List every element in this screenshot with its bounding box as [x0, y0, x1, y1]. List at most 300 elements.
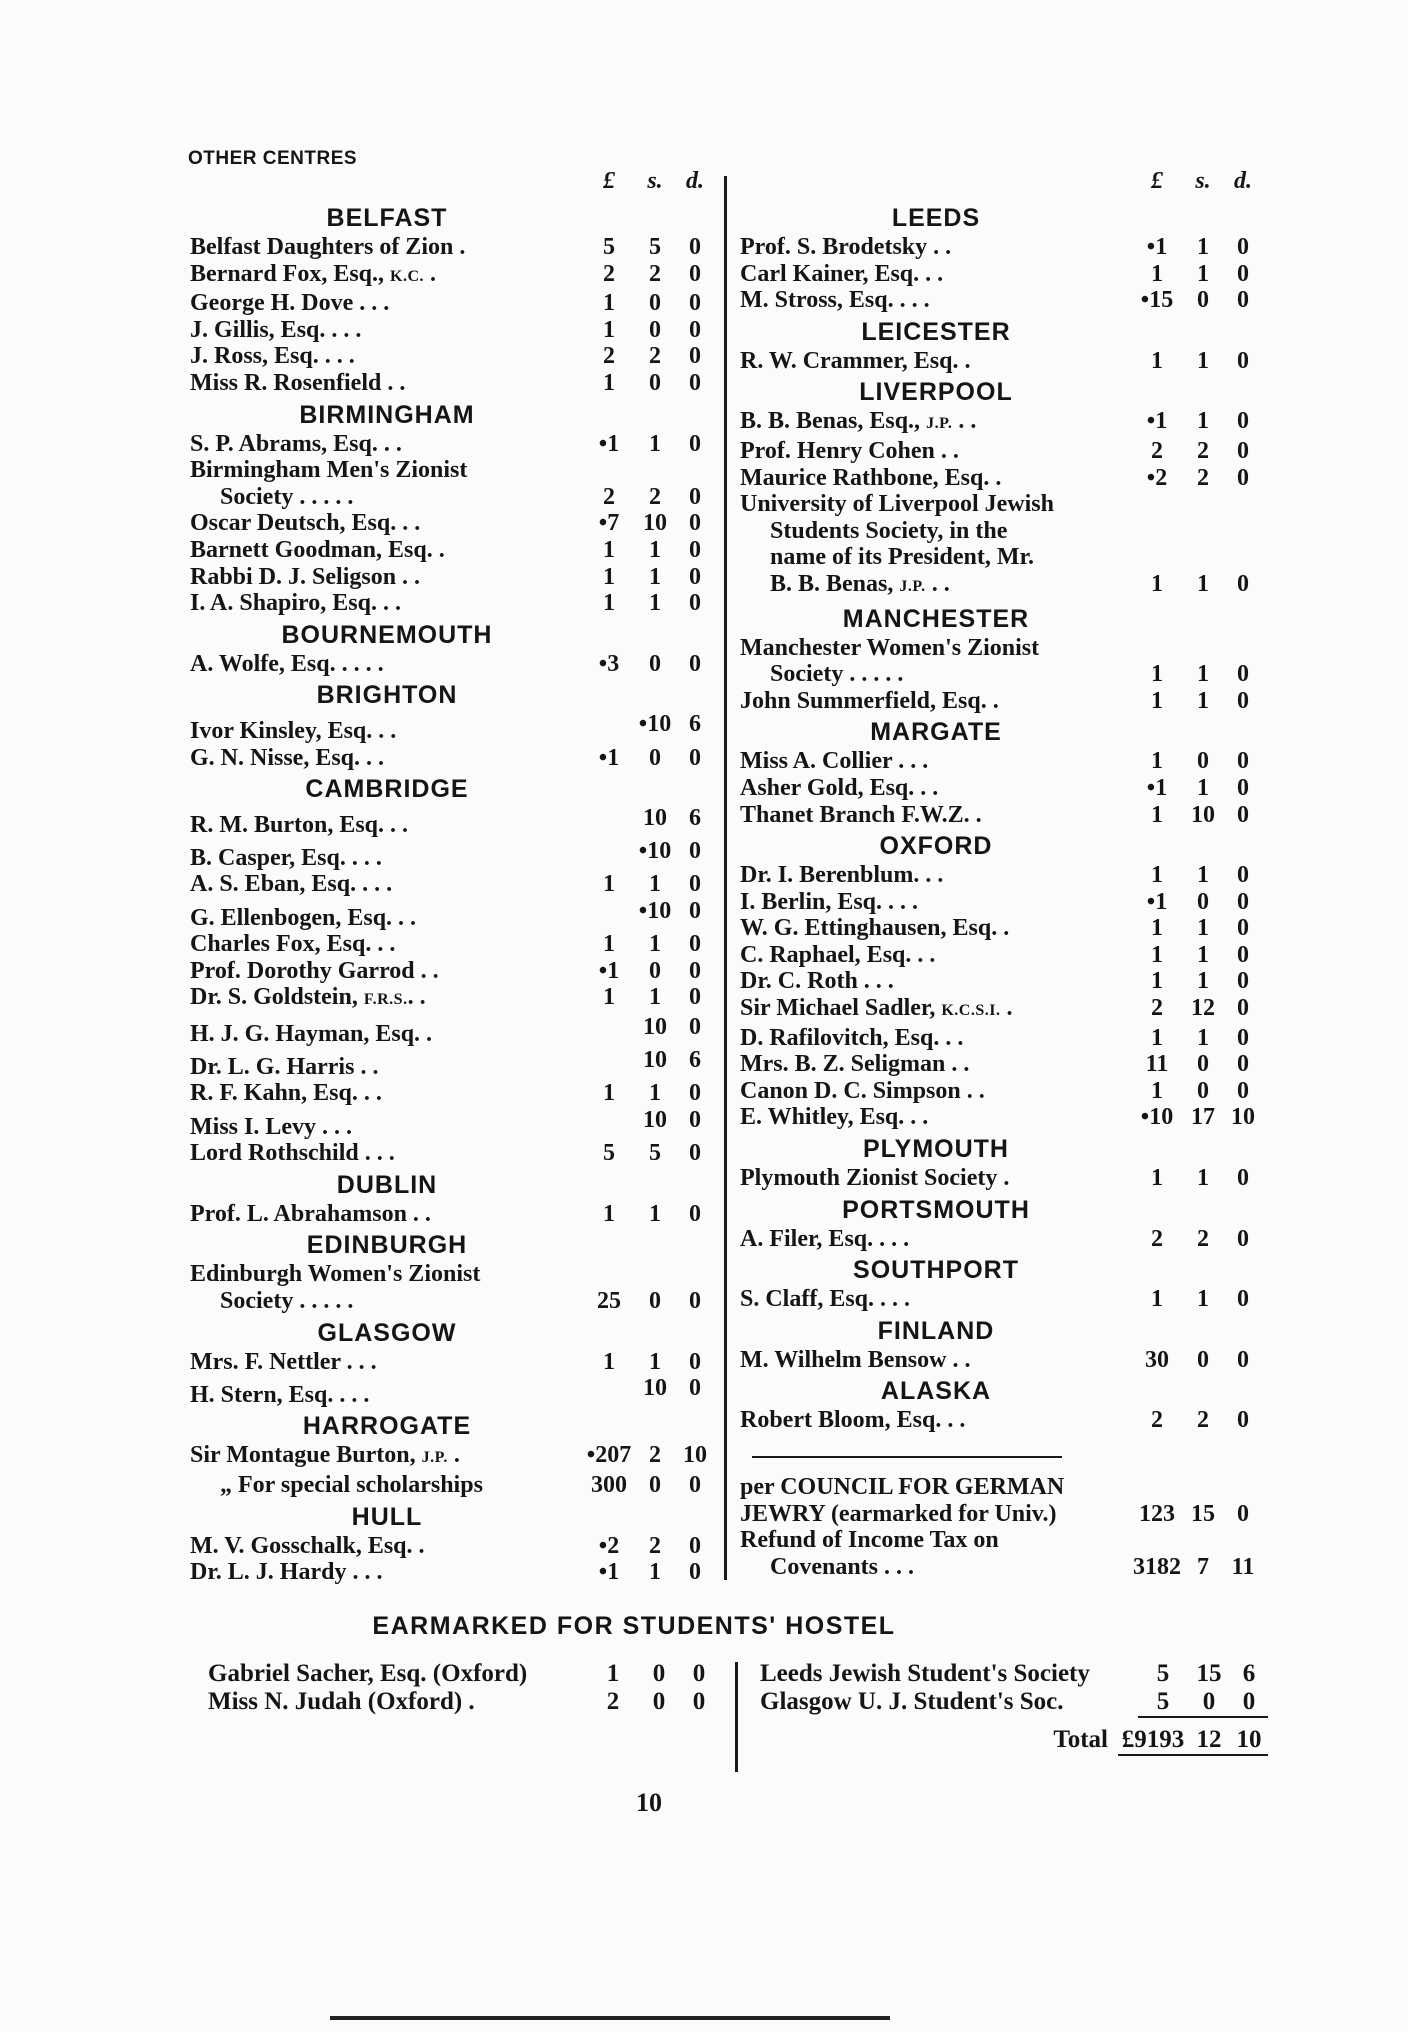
- amount-pence: 0: [689, 1200, 701, 1227]
- donor-row: [760, 1660, 1268, 1688]
- amount-pence: 0: [1237, 347, 1249, 374]
- amount-pounds: 300: [591, 1471, 627, 1498]
- amount: [584, 931, 714, 958]
- amount: [584, 958, 714, 985]
- donor-row: [740, 661, 1262, 688]
- amount-shillings: 0: [1197, 888, 1209, 915]
- council-rule: [752, 1456, 1062, 1458]
- donor-row: [740, 1226, 1262, 1253]
- amount-pounds: [584, 898, 634, 925]
- hostel-divider: [735, 1662, 738, 1772]
- amount-pounds: •15: [1140, 287, 1174, 314]
- amount-pence: 0: [1237, 1077, 1249, 1104]
- donor-name: M. V. Gosschalk, Esq. .: [190, 1532, 425, 1559]
- amount-pounds: 1: [1151, 941, 1163, 968]
- amount-pounds: •1: [598, 957, 620, 984]
- city-heading: HARROGATE: [302, 1412, 472, 1441]
- donor-row: [740, 889, 1262, 916]
- donor-name: E. Whitley, Esq. . .: [740, 1104, 929, 1131]
- amount-shillings: 2: [649, 1442, 661, 1469]
- amount-pounds: 5: [603, 234, 615, 260]
- donor-row: [740, 348, 1262, 375]
- donor-name: Society . . . . .: [770, 661, 904, 688]
- amount-shillings: 2: [1197, 1407, 1209, 1434]
- city-heading: OXFORD: [879, 832, 993, 861]
- amount-pounds: [584, 711, 634, 738]
- amount-pounds: 1: [1151, 347, 1163, 374]
- donor-name: Students Society, in the: [770, 517, 1008, 544]
- donor-row: [760, 1688, 1268, 1718]
- donor-row: [190, 343, 714, 370]
- donor-row: [190, 838, 714, 871]
- total-row: [760, 1726, 1268, 1756]
- shillings-header: s.: [1195, 168, 1211, 194]
- amount: [1138, 1660, 1268, 1688]
- amount: [1132, 1104, 1262, 1131]
- amount: [588, 1660, 718, 1688]
- amount-shillings: 1: [1197, 968, 1209, 995]
- amount-pounds: [584, 1047, 634, 1074]
- amount-pounds: 1: [603, 871, 615, 898]
- amount: [1132, 287, 1262, 314]
- amount-shillings: 1: [649, 590, 661, 617]
- donor-name: C. Raphael, Esq. . .: [740, 941, 936, 968]
- amount-pence: 0: [689, 590, 701, 617]
- amount: [1132, 775, 1262, 802]
- donor-row: [740, 408, 1262, 438]
- amount: [584, 290, 714, 317]
- amount-pence: 0: [1237, 234, 1249, 260]
- amount: [584, 838, 714, 865]
- city-heading: PORTSMOUTH: [842, 1195, 1030, 1224]
- amount-pounds: •1: [1146, 234, 1168, 260]
- amount-pounds: 2: [1151, 1407, 1163, 1434]
- amount-shillings: 1: [649, 1348, 661, 1375]
- city-heading: PLYMOUTH: [863, 1135, 1009, 1164]
- donor-name: Prof. L. Abrahamson . .: [190, 1200, 431, 1227]
- donor-name: Plymouth Zionist Society .: [740, 1165, 1010, 1192]
- amount-pence: 0: [689, 430, 701, 457]
- amount-shillings: 10: [643, 805, 667, 832]
- amount-pence: 0: [689, 957, 701, 984]
- donor-row: [740, 802, 1262, 829]
- amount: [1132, 889, 1262, 916]
- amount: [584, 590, 714, 617]
- city-heading: BRIGHTON: [316, 681, 458, 710]
- amount-pounds: •207: [586, 1442, 632, 1469]
- amount-pounds: [584, 1014, 634, 1041]
- amount-pence: 0: [689, 290, 701, 317]
- amount: [584, 984, 714, 1011]
- amount: [584, 261, 714, 288]
- amount-pounds: 1: [1151, 1077, 1163, 1104]
- donor-name: Rabbi D. J. Seligson . .: [190, 563, 421, 590]
- amount-shillings: 10: [643, 1014, 667, 1041]
- city-heading: LEICESTER: [861, 317, 1011, 346]
- amount: [1132, 234, 1262, 261]
- donor-name: Asher Gold, Esq. . .: [740, 774, 939, 801]
- donor-name: A. Wolfe, Esq. . . . .: [190, 650, 384, 677]
- amount: [1132, 1025, 1262, 1052]
- amount: [584, 431, 714, 458]
- amount-pounds: 2: [1151, 437, 1163, 464]
- amount-pence: 0: [692, 1660, 706, 1687]
- council-section: [740, 1474, 1262, 1580]
- amount-pounds: 1: [603, 931, 615, 958]
- amount-pounds: 1: [603, 984, 615, 1011]
- amount-pounds: 5: [1156, 1688, 1170, 1715]
- amount-shillings: 0: [649, 650, 661, 677]
- amount: [1132, 571, 1262, 598]
- donor-name: Dr. C. Roth . . .: [740, 968, 894, 995]
- amount: [584, 1107, 714, 1134]
- amount: [1132, 995, 1262, 1022]
- amount-pounds: 1: [603, 369, 615, 396]
- amount-pounds: 123: [1139, 1500, 1175, 1527]
- amount: [584, 317, 714, 344]
- amount: [584, 537, 714, 564]
- amount-pence: 0: [689, 260, 701, 287]
- donor-name: Robert Bloom, Esq. . .: [740, 1407, 966, 1434]
- amount-shillings: 1: [1197, 862, 1209, 889]
- amount: [584, 1080, 714, 1107]
- amount-shillings: 17: [1191, 1104, 1215, 1131]
- amount-shillings: •10: [638, 711, 672, 738]
- amount-pounds: 1: [1151, 862, 1163, 889]
- amount-shillings: 1: [1197, 570, 1209, 597]
- amount-shillings: 1: [1197, 1165, 1209, 1192]
- amount-shillings: 5: [649, 1140, 661, 1167]
- donor-row: [190, 984, 714, 1014]
- amount-shillings: 2: [649, 260, 661, 287]
- amount-pence: 6: [689, 1047, 701, 1074]
- amount-shillings: 1: [649, 1200, 661, 1227]
- city-heading: BELFAST: [326, 204, 448, 232]
- donor-row: [190, 510, 714, 537]
- donor-name: R. M. Burton, Esq. . .: [190, 811, 409, 838]
- amount-pence: 0: [1237, 801, 1249, 828]
- donor-name: S. P. Abrams, Esq. . .: [190, 430, 402, 457]
- amount-pounds: •1: [598, 1559, 620, 1586]
- amount: [1132, 802, 1262, 829]
- amount-shillings: 2: [649, 1532, 661, 1559]
- donor-row: [190, 1442, 714, 1472]
- donor-name: Sir Montague Burton, J.P. .: [190, 1442, 460, 1469]
- donor-name: Gabriel Sacher, Esq. (Oxford): [208, 1660, 528, 1687]
- amount-pence: 0: [1237, 661, 1249, 688]
- amount-shillings: 1: [649, 871, 661, 898]
- amount-shillings: 1: [649, 984, 661, 1011]
- amount-pounds: •1: [1146, 408, 1168, 435]
- amount-pence: 0: [689, 984, 701, 1011]
- amount-pence: 0: [1237, 1500, 1249, 1527]
- amount-shillings: 0: [1197, 287, 1209, 314]
- amount-pence: 0: [1237, 748, 1249, 775]
- amount-pounds: •1: [598, 430, 620, 457]
- donor-name: W. G. Ettinghausen, Esq. .: [740, 915, 1010, 942]
- amount-pounds: 2: [1151, 995, 1163, 1022]
- donor-row: [740, 491, 1262, 518]
- amount-pounds: •3: [598, 650, 620, 677]
- amount: [584, 510, 714, 537]
- amount-pounds: [584, 1107, 634, 1134]
- amount-pounds: 2: [603, 343, 615, 370]
- donor-row: [740, 261, 1262, 288]
- amount-pence: 0: [1237, 1286, 1249, 1313]
- amount-pence: 6: [1242, 1660, 1256, 1687]
- amount-shillings: 0: [1197, 1051, 1209, 1078]
- total-label: Total: [1053, 1726, 1108, 1753]
- amount: [1132, 748, 1262, 775]
- amount-pounds: 1: [606, 1660, 620, 1687]
- donor-row: [740, 635, 1262, 662]
- amount: [1132, 1165, 1262, 1192]
- amount-pounds: 1: [1151, 1024, 1163, 1051]
- total-amount: [1118, 1726, 1268, 1756]
- amount-shillings: 0: [649, 744, 661, 771]
- amount-pounds: 2: [1151, 1225, 1163, 1252]
- left-column: [190, 168, 714, 1586]
- donor-name: B. B. Benas, J.P. . .: [770, 570, 950, 597]
- amount-pounds: 30: [1145, 1346, 1169, 1373]
- amount-pounds: •1: [598, 744, 620, 771]
- amount: [1132, 1286, 1262, 1313]
- amount-pence: 0: [692, 1688, 706, 1715]
- amount-pounds: 1: [1151, 661, 1163, 688]
- donor-row: [190, 745, 714, 772]
- amount: [584, 871, 714, 898]
- amount-pence: 0: [1242, 1688, 1256, 1715]
- amount: [584, 1559, 714, 1586]
- pence-header: d.: [1234, 168, 1252, 194]
- amount-shillings: 2: [649, 343, 661, 370]
- donor-row: [740, 287, 1262, 314]
- amount-pence: 0: [1237, 260, 1249, 287]
- amount-shillings: 10: [1191, 801, 1215, 828]
- donor-name: Dr. I. Berenblum. . .: [740, 862, 944, 889]
- amount-pounds: 1: [603, 536, 615, 563]
- donor-row: [190, 564, 714, 591]
- shillings-header: s.: [647, 168, 663, 194]
- donor-name: Dr. L. G. Harris . .: [190, 1053, 379, 1080]
- amount-pence: 0: [689, 1532, 701, 1559]
- amount: [584, 1288, 714, 1315]
- amount-pence: 0: [689, 234, 701, 260]
- donor-name: University of Liverpool Jewish: [740, 491, 1054, 518]
- hostel-right-list: [760, 1660, 1268, 1756]
- donor-name: Manchester Women's Zionist: [740, 634, 1040, 661]
- hostel-title: EARMARKED FOR STUDENTS' HOSTEL: [372, 1612, 896, 1640]
- amount-pounds: 1: [603, 590, 615, 617]
- donor-name: Miss N. Judah (Oxford) .: [208, 1688, 475, 1715]
- donor-name: Barnett Goodman, Esq. .: [190, 536, 445, 563]
- donor-name: Dr. S. Goldstein, F.R.S.. .: [190, 984, 426, 1011]
- amount-shillings: 1: [1197, 915, 1209, 942]
- amount-pence: 0: [1237, 774, 1249, 801]
- donor-name: Mrs. F. Nettler . . .: [190, 1348, 377, 1375]
- amount-shillings: 10: [643, 510, 667, 537]
- amount: [1132, 968, 1262, 995]
- city-heading: LEEDS: [891, 204, 981, 232]
- donor-row: [740, 1165, 1262, 1192]
- amount: [584, 1047, 714, 1074]
- amount-pounds: 1: [1151, 570, 1163, 597]
- donor-row: [190, 317, 714, 344]
- page-number: 10: [636, 1788, 662, 1817]
- amount-pounds: •2: [1146, 464, 1168, 491]
- donor-name: H. J. G. Hayman, Esq. .: [190, 1020, 433, 1047]
- amount-pounds: 1: [603, 563, 615, 590]
- donor-name: Ivor Kinsley, Esq. . .: [190, 717, 397, 744]
- donor-row: [190, 711, 714, 744]
- amount-pence: 0: [689, 1348, 701, 1375]
- amount-pence: 0: [689, 744, 701, 771]
- amount-pence: 10: [683, 1442, 707, 1469]
- amount-pence: 0: [1237, 687, 1249, 714]
- donor-name: H. Stern, Esq. . . .: [190, 1381, 370, 1408]
- donor-name: I. Berlin, Esq. . . .: [740, 888, 919, 915]
- donor-row: [190, 805, 714, 838]
- donor-row: [740, 438, 1262, 465]
- donor-row: [190, 537, 714, 564]
- amount-shillings: 2: [1197, 464, 1209, 491]
- amount: [584, 805, 714, 832]
- donor-row: [740, 544, 1262, 571]
- amount-pence: 6: [689, 711, 701, 738]
- amount: [1132, 348, 1262, 375]
- amount-shillings: 1: [1197, 774, 1209, 801]
- donor-row: [190, 484, 714, 511]
- pounds-header: £: [603, 168, 615, 194]
- amount: [588, 1688, 718, 1716]
- amount-shillings: 1: [649, 931, 661, 958]
- donor-row: [190, 261, 714, 291]
- donor-name: Bernard Fox, Esq., K.C. .: [190, 260, 437, 287]
- amount-shillings: 0: [1197, 1346, 1209, 1373]
- amount-pounds: 2: [603, 260, 615, 287]
- column-header: [740, 168, 1262, 200]
- donor-row: [740, 915, 1262, 942]
- donor-name: B. Casper, Esq. . . .: [190, 844, 382, 871]
- donor-name: Maurice Rathbone, Esq. .: [740, 464, 1002, 491]
- amount-pence: 0: [1237, 1225, 1249, 1252]
- amount-pounds: •1: [1146, 774, 1168, 801]
- amount-pence: 6: [689, 805, 701, 832]
- amount: [584, 651, 714, 678]
- donor-row: [190, 958, 714, 985]
- city-heading: CAMBRIDGE: [305, 775, 469, 804]
- donor-row: [190, 1080, 714, 1107]
- amount-shillings: 0: [652, 1660, 666, 1687]
- donor-row: [740, 518, 1262, 545]
- donor-row: [190, 1375, 714, 1408]
- amount-pence: 0: [689, 536, 701, 563]
- city-heading: ALASKA: [880, 1377, 992, 1406]
- donor-row: [190, 931, 714, 958]
- amount-pounds: [584, 838, 634, 865]
- donor-name: R. W. Crammer, Esq. .: [740, 347, 971, 374]
- amount-pounds: 1: [1151, 968, 1163, 995]
- donor-name: Prof. Henry Cohen . .: [740, 437, 959, 464]
- city-heading: MANCHESTER: [842, 604, 1030, 633]
- amount-shillings: 0: [1202, 1688, 1216, 1715]
- donor-name: Society . . . . .: [220, 1287, 354, 1314]
- amount: [1132, 1051, 1262, 1078]
- donor-row: [190, 431, 714, 458]
- donor-name: A. S. Eban, Esq. . . .: [190, 871, 393, 898]
- amount-shillings: 1: [649, 1559, 661, 1586]
- hostel-left-list: [208, 1660, 718, 1716]
- amount-pounds: 1: [1151, 1286, 1163, 1313]
- amount-shillings: 0: [649, 1287, 661, 1314]
- amount-pence: 0: [1237, 941, 1249, 968]
- amount-pence: 0: [1237, 287, 1249, 314]
- donor-row: [740, 995, 1262, 1025]
- donor-name: Prof. S. Brodetsky . .: [740, 234, 952, 260]
- amount: [584, 370, 714, 397]
- donor-name: Birmingham Men's Zionist: [190, 457, 468, 484]
- amount: [584, 1349, 714, 1376]
- city-heading: LIVERPOOL: [859, 378, 1013, 407]
- amount-pence: 0: [689, 483, 701, 510]
- donor-name: Miss I. Levy . . .: [190, 1113, 352, 1140]
- amount-pence: 0: [689, 931, 701, 958]
- amount-pounds: 5: [1156, 1660, 1170, 1687]
- column-divider: [724, 176, 727, 1580]
- amount-shillings: 0: [1197, 1077, 1209, 1104]
- city-heading: GLASGOW: [317, 1318, 457, 1347]
- amount-pence: 0: [1237, 888, 1249, 915]
- column-header: [190, 168, 714, 200]
- amount: [584, 745, 714, 772]
- donor-name: S. Claff, Esq. . . .: [740, 1286, 911, 1313]
- city-heading: SOUTHPORT: [853, 1256, 1019, 1285]
- donor-row: [740, 1501, 1262, 1528]
- amount-pounds: [584, 805, 634, 832]
- amount-pounds: 1: [1151, 748, 1163, 775]
- amount: [1132, 1554, 1262, 1581]
- amount: [1132, 408, 1262, 435]
- donor-row: [740, 1527, 1262, 1554]
- donor-row: [740, 942, 1262, 969]
- amount-shillings: 12: [1191, 995, 1215, 1022]
- city-heading: EDINBURGH: [306, 1231, 468, 1260]
- amount-shillings: 15: [1196, 1660, 1222, 1687]
- donor-row: [190, 1201, 714, 1228]
- amount-pence: 0: [689, 1080, 701, 1107]
- donor-name: Covenants . . .: [770, 1553, 915, 1580]
- amount-pence: 11: [1231, 1553, 1255, 1580]
- donor-name: Carl Kainer, Esq. . .: [740, 260, 944, 287]
- donor-name: Glasgow U. J. Student's Soc.: [760, 1688, 1064, 1715]
- donor-row: [190, 290, 714, 317]
- amount-pounds: •7: [598, 510, 620, 537]
- donor-row: [740, 1286, 1262, 1313]
- donor-name: Charles Fox, Esq. . .: [190, 931, 396, 958]
- donor-name: R. F. Kahn, Esq. . .: [190, 1080, 382, 1107]
- amount-pence: 10: [1231, 1104, 1255, 1131]
- amount-pence: 0: [689, 1471, 701, 1498]
- amount: [584, 343, 714, 370]
- donor-row: [190, 898, 714, 931]
- donor-row: [190, 370, 714, 397]
- amount: [584, 234, 714, 261]
- amount-shillings: 1: [1197, 687, 1209, 714]
- amount-pounds: 5: [603, 1140, 615, 1167]
- donor-row: [190, 1533, 714, 1560]
- amount-shillings: 1: [649, 563, 661, 590]
- donor-row: [208, 1688, 718, 1716]
